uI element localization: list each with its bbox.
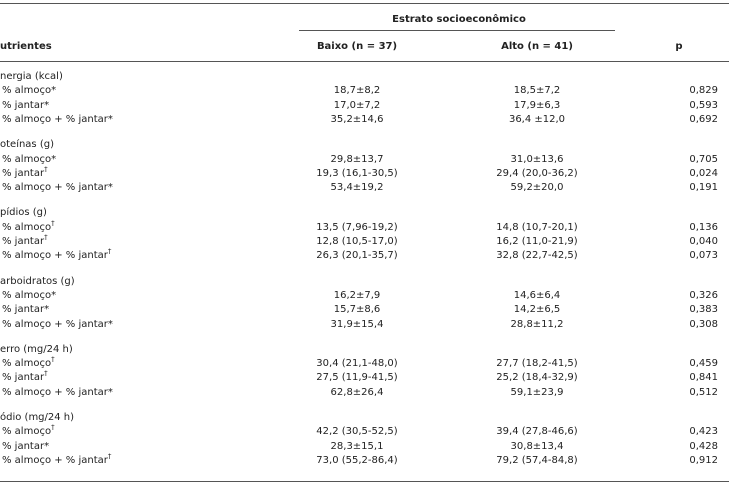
footnote-mark: * [107, 318, 113, 330]
row-label [2, 319, 113, 331]
row-label-text: % almoço + % jantar [2, 113, 108, 125]
high-stratum-cell: 79,2 (57,4-84,8) [496, 454, 578, 466]
bottom-rule [0, 481, 729, 482]
low-stratum-cell: 42,2 (30,5-52,5) [316, 426, 398, 438]
low-stratum-cell: 53,4±19,2 [330, 182, 384, 194]
p-value-cell: 0,829 [689, 85, 718, 97]
high-stratum-cell: 29,4 (20,0-36,2) [496, 167, 578, 179]
row-label [2, 154, 56, 166]
high-stratum-cell: 14,8 (10,7-20,1) [496, 221, 578, 233]
section-title: erro (mg/24 h) [0, 343, 73, 355]
low-stratum-cell: 12,8 (10,5-17,0) [316, 236, 398, 247]
row-label [2, 165, 48, 180]
high-stratum-cell: 16,2 (11,0-21,9) [496, 236, 578, 247]
low-stratum-cell: 62,8±26,4 [330, 386, 384, 398]
nutrients-header: utrientes [0, 41, 52, 52]
low-stratum-cell: 30,4 (21,1-48,0) [316, 358, 398, 370]
row-label [2, 387, 113, 399]
high-stratum-cell: 30,8±13,4 [510, 440, 564, 452]
low-stratum-cell: 18,7±8,2 [333, 85, 381, 97]
low-stratum-cell: 19,3 (16,1-30,5) [316, 167, 398, 179]
footnote-mark: † [51, 423, 55, 432]
row-label [2, 452, 112, 467]
row-label [2, 304, 49, 316]
p-value-header: p [675, 41, 683, 52]
row-label-text: % almoço + % jantar [2, 250, 108, 262]
row-label [2, 423, 55, 438]
top-rule [0, 3, 729, 4]
p-value-cell: 0,326 [689, 289, 718, 301]
row-label-text: % almoço [2, 85, 52, 97]
row-label-text: % almoço + % jantar [2, 318, 108, 330]
p-value-cell: 0,512 [689, 386, 718, 398]
footnote-mark: * [107, 182, 113, 194]
p-value-cell: 0,593 [689, 99, 718, 111]
low-stratum-cell: 28,3±15,1 [330, 440, 384, 452]
high-stratum-cell: 59,1±23,9 [510, 386, 564, 398]
p-value-cell: 0,912 [689, 454, 718, 466]
row-label-text: % almoço [2, 221, 52, 233]
section-title: ódio (mg/24 h) [0, 412, 75, 423]
row-label [2, 114, 113, 126]
footnote-mark: * [44, 99, 50, 111]
high-stratum-cell: 18,5±7,2 [513, 85, 561, 97]
high-stratum-cell: 14,6±6,4 [513, 289, 561, 301]
row-label [2, 355, 55, 370]
row-label-text: % jantar [2, 372, 45, 384]
footnote-mark: * [44, 440, 50, 452]
row-label [2, 372, 48, 384]
high-stratum-cell: 32,8 (22,7-42,5) [496, 250, 578, 262]
footnote-mark: * [44, 304, 50, 316]
p-value-cell: 0,024 [689, 167, 718, 179]
footnote-mark: † [44, 165, 48, 174]
high-stratum-cell: 59,2±20,0 [510, 182, 564, 194]
high-stratum-cell: 39,4 (27,8-46,6) [496, 426, 578, 438]
low-stratum-cell: 31,9±15,4 [330, 318, 384, 330]
row-label-text: % jantar [2, 304, 45, 316]
high-stratum-cell: 27,7 (18,2-41,5) [496, 358, 578, 370]
row-label [2, 290, 56, 302]
section-title: arboidratos (g) [0, 275, 75, 287]
low-stratum-cell: 27,5 (11,9-41,5) [316, 372, 398, 384]
high-stratum-header: Alto (n = 41) [501, 41, 573, 52]
low-stratum-cell: 15,7±8,6 [333, 304, 381, 316]
footnote-mark: † [44, 233, 48, 242]
row-label [2, 441, 49, 453]
section-title: oteínas (g) [0, 139, 54, 151]
p-value-cell: 0,191 [689, 182, 718, 194]
low-stratum-cell: 29,8±13,7 [330, 153, 384, 165]
group-underline [299, 30, 615, 31]
row-label [2, 100, 49, 112]
row-label-text: % jantar [2, 236, 45, 247]
group-header: Estrato socioeconômico [392, 14, 526, 25]
footnote-mark: † [51, 355, 55, 364]
low-stratum-cell: 73,0 (55,2-86,4) [316, 454, 398, 466]
low-stratum-header: Baixo (n = 37) [316, 41, 398, 52]
row-label [2, 219, 55, 234]
p-value-cell: 0,136 [689, 221, 718, 233]
row-label-text: % almoço [2, 289, 52, 301]
row-label-text: % almoço [2, 153, 52, 165]
row-label-text: % jantar [2, 167, 45, 179]
row-label [2, 233, 48, 248]
high-stratum-cell: 36,4 ±12,0 [508, 113, 566, 125]
p-value-cell: 0,705 [689, 153, 718, 165]
row-label-text: % almoço + % jantar [2, 454, 108, 466]
footnote-mark: * [51, 153, 57, 165]
p-value-cell: 0,308 [689, 318, 718, 330]
p-value-cell: 0,459 [689, 358, 718, 370]
row-label-text: % jantar [2, 440, 45, 452]
row-label [2, 247, 112, 262]
high-stratum-cell: 17,9±6,3 [513, 99, 561, 111]
footnote-mark: * [107, 113, 113, 125]
section-title: nergia (kcal) [0, 71, 63, 82]
footnote-mark: † [44, 370, 48, 379]
footnote-mark: † [107, 452, 112, 461]
row-label-text: % almoço [2, 358, 52, 370]
footnote-mark: * [51, 85, 57, 97]
p-value-cell: 0,423 [689, 426, 718, 438]
row-label-text: % almoço + % jantar [2, 386, 108, 398]
low-stratum-cell: 26,3 (20,1-35,7) [316, 250, 398, 262]
row-label-text: % almoço + % jantar [2, 182, 108, 194]
p-value-cell: 0,692 [689, 113, 718, 125]
row-label-text: % almoço [2, 426, 52, 438]
p-value-cell: 0,040 [689, 236, 718, 247]
footnote-mark: * [107, 386, 113, 398]
high-stratum-cell: 28,8±11,2 [510, 318, 564, 330]
low-stratum-cell: 35,2±14,6 [330, 113, 384, 125]
header-rule [0, 61, 729, 62]
p-value-cell: 0,428 [689, 440, 718, 452]
row-label [2, 182, 113, 194]
p-value-cell: 0,073 [689, 250, 718, 262]
high-stratum-cell: 14,2±6,5 [513, 304, 561, 316]
low-stratum-cell: 16,2±7,9 [333, 289, 381, 301]
row-label-text: % jantar [2, 99, 45, 111]
row-label [2, 85, 56, 97]
high-stratum-cell: 31,0±13,6 [510, 153, 564, 165]
p-value-cell: 0,841 [689, 372, 718, 384]
low-stratum-cell: 13,5 (7,96-19,2) [316, 221, 398, 233]
high-stratum-cell: 25,2 (18,4-32,9) [496, 372, 578, 384]
footnote-mark: * [51, 289, 57, 301]
p-value-cell: 0,383 [689, 304, 718, 316]
footnote-mark: † [107, 247, 112, 256]
low-stratum-cell: 17,0±7,2 [333, 99, 381, 111]
section-title: pídios (g) [0, 207, 47, 219]
footnote-mark: † [51, 219, 55, 228]
